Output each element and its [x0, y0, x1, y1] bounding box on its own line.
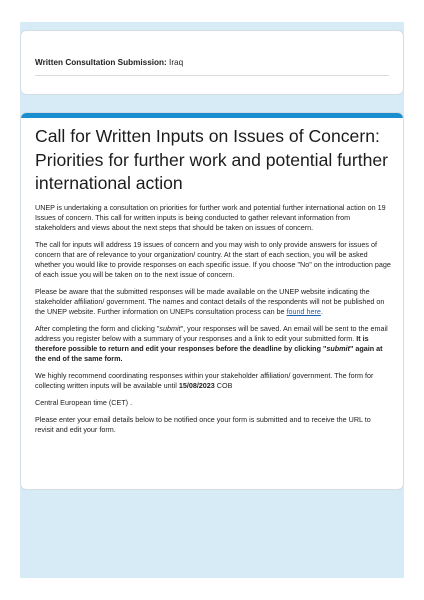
paragraph-4-text-b: ", your responses will be saved. An email will be sent to the email address you register below with a summary of your responses and a link to edit your submitted form.	[35, 323, 388, 343]
intro-paragraph-3	[35, 287, 391, 317]
intro-content	[35, 125, 391, 442]
intro-paragraph-2: The call for inputs will address 19 issues of concern and you may wish to only provide answers for issues of concern that are of relevance to your organization/ country. At the start of each section, you will be asked whether you would like to provide responses on each specific issue. If you choose "No" on the introduction page of each issue you will be taken on to the next issue of concern.	[35, 239, 391, 279]
intro-paragraph-1: UNEP is undertaking a consultation on priorities for further work and potential further international action on 19 Issues of concern. This call for written inputs is being conducted to gather relevant information from stakeholders and views about the next steps that should be taken on issues of concern.	[35, 202, 386, 232]
found-here-link[interactable]: found here	[286, 306, 321, 316]
paragraph-4-text-a: After completing the form and clicking "	[35, 323, 160, 333]
submit-term: submit	[159, 323, 181, 333]
paragraph-4-bold-a: It is therefore possible to return and edit your responses before the deadline by clicking "	[35, 333, 369, 353]
submit-term-bold: submit	[326, 343, 350, 353]
deadline-date: 15/08/2023	[178, 380, 215, 390]
intro-paragraph-5	[35, 371, 391, 391]
submission-country: Iraq	[169, 58, 184, 67]
submission-header-card	[20, 30, 404, 95]
paragraph-5-text-b: COB	[214, 380, 233, 390]
intro-paragraph-6: Central European time (CET) .	[35, 397, 133, 407]
submission-label: Written Consultation Submission:	[35, 58, 167, 67]
paragraph-3-text: Please be aware that the submitted responses will be made available on the UNEP website indicating the stakeholder affiliation/ government. The names and contact details of the respondents will not be published on the UNEP website. Further information on UNEPs consultation process can be	[35, 286, 385, 316]
paragraph-5-text-a: We highly recommend coordinating responses within your stakeholder affiliation/ government. The form for collecting written inputs will be available until	[35, 370, 374, 390]
header-divider	[35, 75, 389, 76]
paragraph-4-bold-b: " again at the end of the same form.	[35, 343, 383, 363]
accent-bar	[21, 113, 403, 118]
intro-paragraph-7: Please enter your email details below to be notified once your form is submitted and to receive the URL to revisit and edit your form.	[35, 414, 371, 434]
submission-line	[35, 57, 183, 68]
page-title: Call for Written Inputs on Issues of Concern: Priorities for further work and potential further international action	[35, 126, 389, 193]
paragraph-3-end: .	[320, 306, 323, 316]
intro-paragraph-4	[35, 324, 391, 364]
intro-card	[20, 112, 404, 490]
